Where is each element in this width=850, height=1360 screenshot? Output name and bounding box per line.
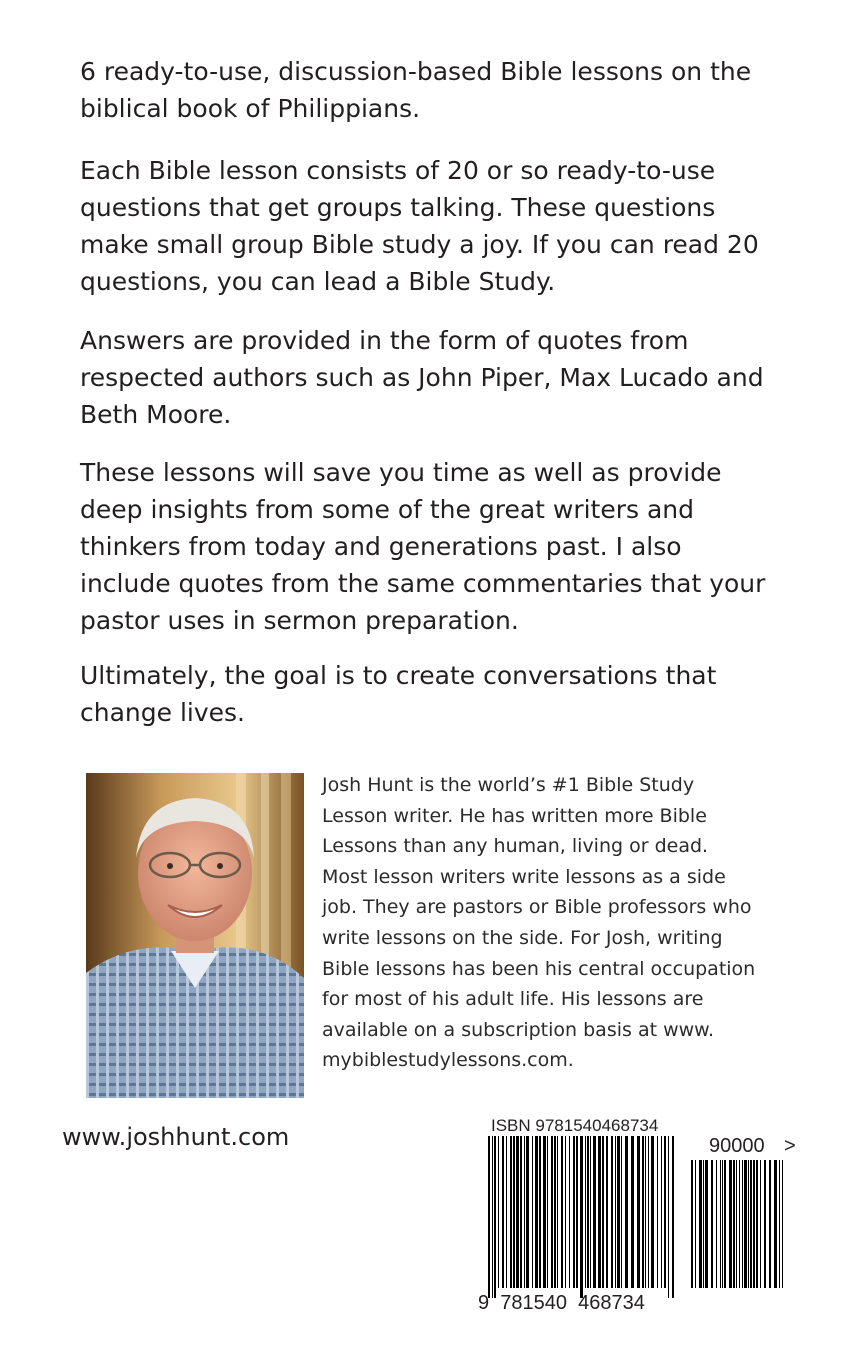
barcode-bar: [551, 1136, 553, 1288]
barcode-bar: [602, 1136, 604, 1288]
barcode-bar: [520, 1136, 522, 1288]
barcode-bar: [760, 1160, 761, 1288]
barcode-bar: [492, 1136, 493, 1298]
barcode-bar: [705, 1160, 708, 1288]
barcode-bar: [576, 1136, 578, 1288]
barcode-bar: [742, 1160, 743, 1288]
barcode-bar: [648, 1136, 649, 1288]
barcode-bar: [703, 1160, 704, 1288]
barcode-bar: [668, 1136, 669, 1298]
barcode-bar: [657, 1136, 658, 1288]
description-paragraph-1: 6 ready-to-use, discussion-based Bible lessons on the biblical book of Philippians.: [80, 57, 752, 123]
barcode-bar: [651, 1136, 654, 1288]
barcode-bar: [756, 1160, 758, 1288]
author-bio: Josh Hunt is the world’s #1 Bible Study Lesson writer. He has written more Bible Lessons than any human, living or dead. Most lesson writers write lessons as a side job. They are pastors or Bible professors who write lessons on the side. For Josh, writing Bible lessons has been his central occupation for most of his adult life. His lessons are available on a subscription basis at www. mybiblestudylessons.com.: [322, 774, 756, 1072]
barcode-bar: [695, 1160, 696, 1288]
description-paragraph-2: Each Bible lesson consists of 20 or so ready-to-use questions that get groups talking. These questions make small group Bible study a joy. If you can read 20 questions, you can lead a Bible Study.: [80, 156, 759, 296]
barcode-bar: [625, 1136, 628, 1288]
barcode-bar: [716, 1160, 717, 1288]
barcode-bar: [611, 1136, 613, 1288]
barcode-bar: [729, 1160, 732, 1288]
barcode-bar: [691, 1160, 693, 1288]
barcode-bar: [580, 1136, 583, 1298]
barcode-bar: [494, 1136, 496, 1298]
barcode-bar: [779, 1160, 780, 1288]
barcode-bar: [554, 1136, 556, 1288]
barcode-bar: [750, 1160, 752, 1288]
barcode-bar: [606, 1136, 608, 1288]
barcode-bar: [764, 1160, 766, 1288]
barcode-bar: [672, 1136, 674, 1298]
barcode-bar: [774, 1160, 777, 1288]
barcode-bar: [565, 1136, 566, 1288]
barcode-bar: [569, 1136, 570, 1288]
isbn-barcode: [478, 1112, 808, 1317]
barcode-bar: [498, 1136, 499, 1288]
barcode-bar: [661, 1136, 662, 1288]
barcode-bar: [664, 1136, 666, 1288]
price-code: 90000: [709, 1135, 765, 1157]
barcode-bar: [699, 1160, 702, 1288]
barcode-bar: [753, 1160, 755, 1288]
barcode-bar: [524, 1136, 525, 1288]
barcode-bar: [510, 1136, 512, 1288]
barcode-bar: [733, 1160, 735, 1288]
author-photo: [86, 773, 304, 1098]
price-arrow-icon: >: [784, 1135, 796, 1157]
barcode-bar: [543, 1136, 546, 1288]
barcode-bar: [506, 1136, 507, 1288]
barcode-bar: [488, 1136, 490, 1298]
website-url[interactable]: www.joshhunt.com: [62, 1123, 290, 1151]
barcode-bar: [516, 1136, 519, 1288]
barcode-bar: [502, 1136, 504, 1288]
description-paragraph-3: Answers are provided in the form of quotes from respected authors such as John Piper, Max Lucado and Beth Moore.: [80, 326, 764, 429]
barcode-bar: [561, 1136, 563, 1288]
barcode-bar: [711, 1160, 713, 1288]
barcode-bar: [642, 1136, 644, 1288]
barcode-bar: [782, 1160, 783, 1288]
barcode-bar: [617, 1136, 620, 1288]
barcode-bar: [631, 1136, 634, 1288]
barcode-bar: [598, 1136, 601, 1288]
barcode-bar: [547, 1136, 548, 1288]
barcode-bar: [513, 1136, 515, 1288]
barcode-bar: [722, 1160, 723, 1288]
barcode-bar: [739, 1160, 740, 1288]
barcode-bar: [557, 1136, 558, 1288]
barcode-bar: [593, 1136, 596, 1288]
barcode-bar: [526, 1136, 529, 1288]
barcode-bar: [724, 1160, 726, 1288]
barcode-bar: [532, 1136, 533, 1288]
barcode-bar: [720, 1160, 721, 1288]
barcode-bar: [587, 1136, 589, 1288]
barcode-bar: [573, 1136, 575, 1288]
barcode-bar: [535, 1136, 538, 1288]
barcode-bar: [637, 1136, 640, 1288]
barcode-bar: [645, 1136, 646, 1288]
barcode-bar: [615, 1136, 616, 1288]
barcode-digits: 9 781540 468734: [478, 1292, 645, 1314]
isbn-label: ISBN 9781540468734: [491, 1116, 659, 1135]
barcode-bar: [539, 1136, 541, 1288]
barcode-bar: [621, 1136, 622, 1288]
barcode-bar: [736, 1160, 737, 1288]
barcode-bar: [744, 1160, 747, 1288]
description-paragraph-5: Ultimately, the goal is to create conversations that change lives.: [80, 661, 717, 727]
barcode-bar: [769, 1160, 771, 1288]
barcode-bar: [748, 1160, 749, 1288]
barcode-bar: [590, 1136, 591, 1288]
description-paragraph-4: These lessons will save you time as well as provide deep insights from some of the great writers and thinkers from today and generations past. I also include quotes from the same commentaries that your pastor uses in sermon preparation.: [80, 458, 766, 635]
barcode-bar: [585, 1136, 586, 1288]
